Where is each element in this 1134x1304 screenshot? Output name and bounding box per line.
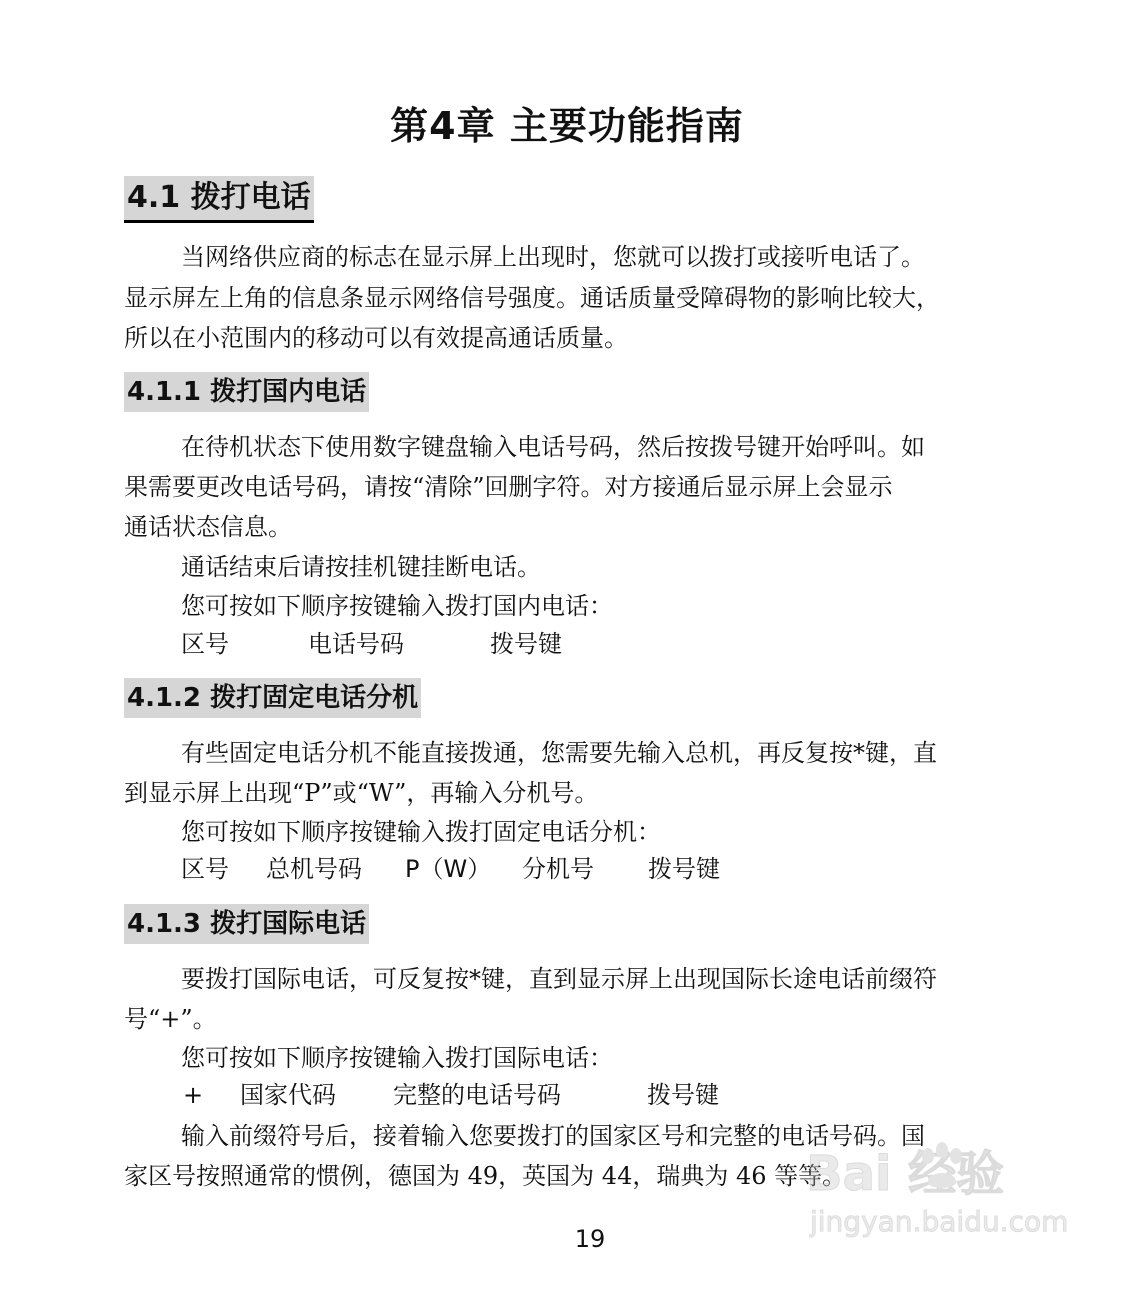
intro-line: 所以在小范围内的移动可以有效提高通话质量。: [124, 324, 628, 352]
paragraph-line: 号“+”。: [124, 1005, 217, 1033]
sequence-item: 拨号键: [648, 855, 720, 883]
sequence-item: 电话号码: [308, 630, 404, 658]
paragraph-line: 果需要更改电话号码，请按“清除”回删字符。对方接通后显示屏上会显示: [124, 473, 893, 501]
key-sequence-domestic: [181, 625, 1061, 663]
sequence-item: 拨号键: [490, 630, 562, 658]
paragraph-line: 通话结束后请按挂机键挂断电话。: [181, 553, 541, 581]
paragraph-line: 家区号按照通常的惯例，德国为 49，英国为 44，瑞典为 46 等等。: [124, 1162, 847, 1190]
sequence-item: 总机号码: [266, 855, 362, 883]
page-number: 19: [574, 1225, 606, 1253]
paragraph-line: 您可按如下顺序按键输入拨打国内电话：: [181, 592, 613, 620]
watermark-url: jingyan.baidu.com: [810, 1205, 1069, 1238]
intro-line: 当网络供应商的标志在显示屏上出现时，您就可以拨打或接听电话了。: [181, 243, 925, 271]
sequence-item: 国家代码: [240, 1081, 336, 1109]
paw-icon: [914, 1140, 970, 1196]
sequence-item: P（W）: [405, 855, 492, 883]
key-sequence-extension: [181, 850, 1061, 888]
subsection-heading-extension: 4.1.2 拨打固定电话分机: [124, 678, 421, 718]
paragraph-line: 您可按如下顺序按键输入拨打固定电话分机：: [181, 818, 661, 846]
paragraph-line: 有些固定电话分机不能直接拨通，您需要先输入总机，再反复按*键，直: [181, 739, 937, 767]
intro-line: 显示屏左上角的信息条显示网络信号强度。通话质量受障碍物的影响比较大，: [124, 284, 940, 312]
sequence-item: 区号: [181, 630, 229, 658]
sequence-item: +: [183, 1081, 204, 1109]
key-sequence-international: [181, 1076, 1061, 1114]
section-heading: 4.1 拨打电话: [124, 176, 314, 223]
chapter-title: 第4章 主要功能指南: [390, 104, 744, 148]
watermark-logo: Bai 经验: [806, 1146, 1005, 1202]
sequence-item: 分机号: [522, 855, 594, 883]
paragraph-line: 您可按如下顺序按键输入拨打国际电话：: [181, 1044, 613, 1072]
paragraph-line: 在待机状态下使用数字键盘输入电话号码，然后按拨号键开始呼叫。如: [181, 433, 925, 461]
subsection-heading-domestic: 4.1.1 拨打国内电话: [124, 372, 369, 412]
paragraph-line: 要拨打国际电话，可反复按*键，直到显示屏上出现国际长途电话前缀符: [181, 965, 937, 993]
paragraph-line: 输入前缀符号后，接着输入您要拨打的国家区号和完整的电话号码。国: [181, 1122, 925, 1150]
subsection-heading-international: 4.1.3 拨打国际电话: [124, 904, 369, 944]
watermark: [806, 1140, 1106, 1260]
sequence-item: 区号: [181, 855, 229, 883]
sequence-item: 完整的电话号码: [393, 1081, 561, 1109]
sequence-item: 拨号键: [647, 1081, 719, 1109]
paragraph-line: 通话状态信息。: [124, 513, 292, 541]
paragraph-line: 到显示屏上出现“P”或“W”，再输入分机号。: [124, 779, 599, 807]
